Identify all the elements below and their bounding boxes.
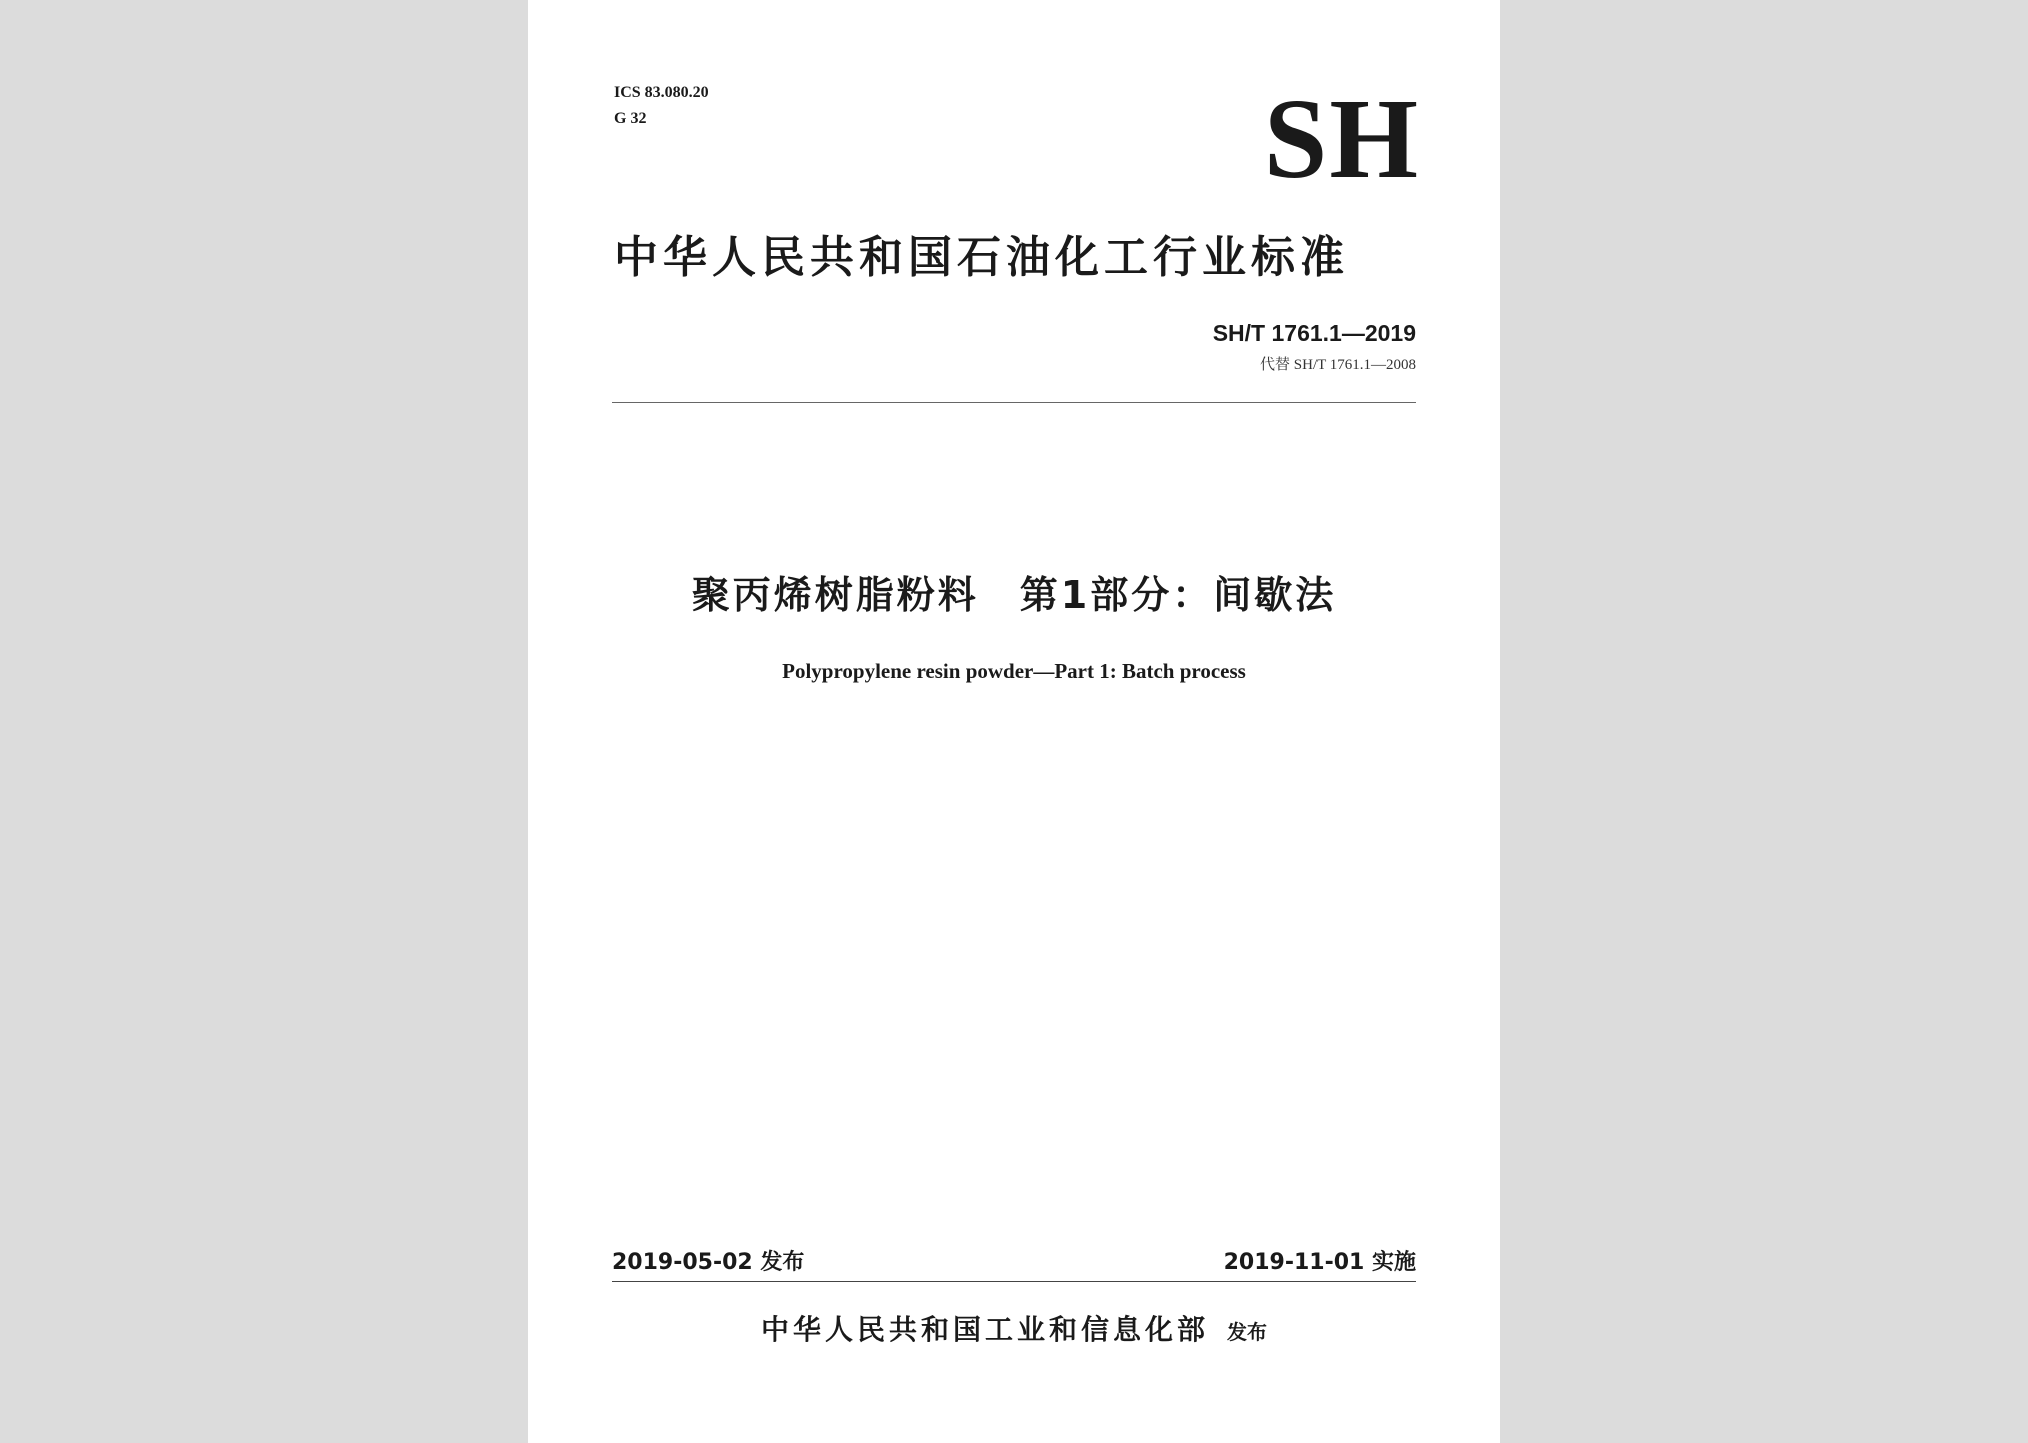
issue-date: 2019-05-02 发布 xyxy=(612,1250,805,1275)
standard-number: SH/T 1761.1—2019 xyxy=(1212,320,1416,346)
sh-logo: SH xyxy=(1263,75,1420,202)
standard-category-title: 中华人民共和国石油化工行业标准 xyxy=(614,232,1349,283)
replaces-standard: 代替 SH/T 1761.1—2008 xyxy=(1260,357,1416,373)
publisher-suffix: 发布 xyxy=(1227,1320,1267,1344)
header-divider xyxy=(612,402,1416,403)
document-title-chinese: 聚丙烯树脂粉料 第1部分：间歇法 xyxy=(691,573,1337,617)
implementation-date: 2019-11-01 实施 xyxy=(1223,1250,1416,1275)
document-title-english: Polypropylene resin powder—Part 1: Batch process xyxy=(782,659,1246,683)
ics-code: ICS 83.080.20 xyxy=(614,84,709,101)
document-page xyxy=(528,0,1500,1443)
footer-divider xyxy=(612,1281,1416,1282)
ccs-code: G 32 xyxy=(614,110,647,127)
publisher xyxy=(528,1310,1500,1352)
publisher-name: 中华人民共和国工业和信息化部 xyxy=(760,1313,1209,1346)
